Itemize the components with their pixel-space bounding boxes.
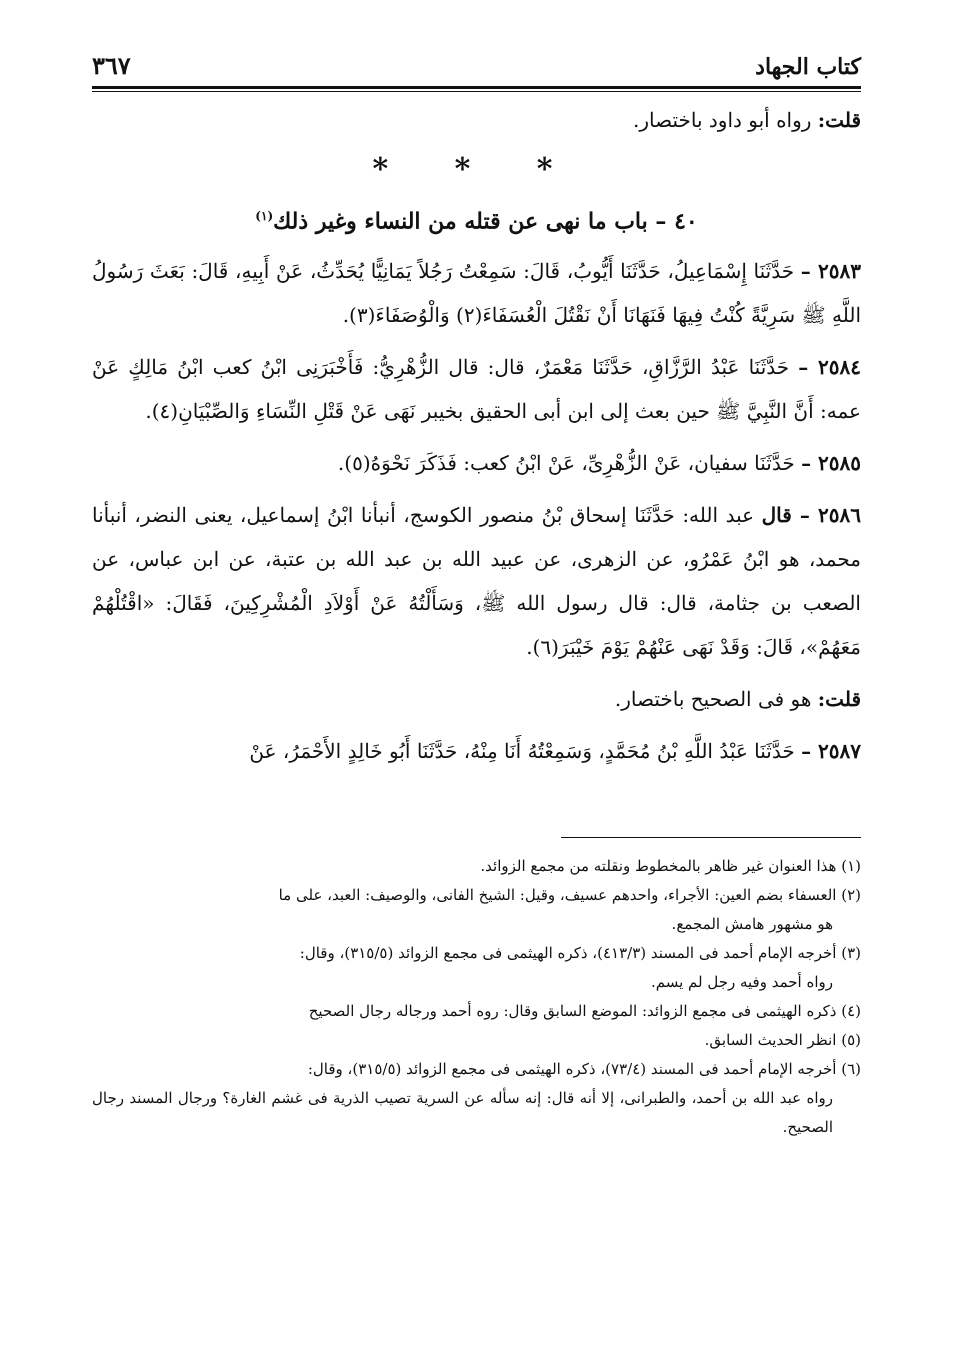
- header-rule-thin: [92, 91, 861, 92]
- hadith-number: ٢٥٨٦ – قال: [761, 503, 861, 528]
- hadith-number: ٢٥٨٣ –: [800, 259, 861, 284]
- footnote-continuation: هو مشهور هامش المجمع.: [671, 915, 833, 934]
- footnote-line: (٤) ذكره الهيثمى فى مجمع الزوائد: الموضع السابق وقال: روه أحمد ورجاله رجال الصحيح: [308, 1002, 861, 1021]
- chapter-title: [92, 194, 861, 243]
- note-label: قلت:: [817, 108, 861, 132]
- note-text: هو فى الصحيح باختصار.: [614, 687, 818, 712]
- footnote-1: [92, 852, 861, 881]
- footnotes: [92, 852, 861, 1142]
- note-text: رواه أبو داود باختصار.: [633, 108, 818, 132]
- running-title: كتاب الجهاد: [755, 54, 861, 80]
- header-rule-thick: [92, 86, 861, 89]
- hadith-text: حَدَّثَنَا إِسْمَاعِيلُ، حَدَّثَنَا أَيُّوبُ، قَالَ: سَمِعْتُ رَجُلاً يَمَانِيًّا يُحَدِّثُ، عَنْ أَبِيهِ، قَالَ: بَعَثَ رَسُولُ اللَّهِ ﷺ سَرِيَّةً كُنْتُ فِيهَا فَنَهَانَا أَنْ نَقْتُلَ الْعُسَفَاءَ(٢) وَالْوُصَفَاءَ(٣).: [92, 259, 861, 328]
- page-header: [92, 38, 861, 80]
- note-label: قلت:: [817, 687, 861, 712]
- footnote-line: (٥) انظر الحديث السابق.: [704, 1031, 861, 1050]
- chapter-footnote-ref: (١): [255, 209, 274, 223]
- footnote-separator: [561, 837, 861, 838]
- hadith-text: حَدَّثَنَا عَبْدُ الرَّزَّاقِ، حَدَّثَنَا مَعْمَرٌ، قال: قال الزُّهْرِيُّ: فَأَخْبَرَنِى ابْنُ كعب ابْنُ مَالِكٍ عَنْ عمه: أَنَّ النَّبِيَّ ﷺ حين بعث إلى ابن أبى الحقيق بخيبر نَهَى عَنْ قَتْلِ النِّسَاءِ وَالصِّبْيَانِ(٤).: [92, 355, 861, 424]
- main-text: [92, 98, 861, 773]
- intro-note: [92, 98, 861, 142]
- footnote-2: [92, 881, 861, 939]
- footnote-continuation: رواه أحمد وفيه رجل لم يسم.: [650, 973, 833, 992]
- footnote-5: [92, 1026, 861, 1055]
- footnote-continuation: رواه عبد الله بن أحمد، والطبرانى، إلا أنه قال: إنه سأله عن السرية تصيب الذرية فى غشم الغارة؟ ورجال المسند رجال الصحيح.: [92, 1089, 833, 1137]
- footnote-6: [92, 1055, 861, 1142]
- footnote-line: (٦) أخرجه الإمام أحمد فى المسند (٧٣/٤)، ذكره الهيثمى فى مجمع الزوائد (٣١٥/٥)، وقال:: [307, 1060, 861, 1079]
- footnote-line: (٣) أخرجه الإمام أحمد فى المسند (٤١٣/٣)، ذكره الهيثمى فى مجمع الزوائد (٣١٥/٥)، وقال:: [299, 944, 861, 963]
- hadith-text: حَدَّثَنَا سفيان، عَنْ الزُّهْرِىِّ، عَنْ ابْنُ كعب: فَذَكَرَ نَحْوَهُ(٥).: [337, 451, 802, 476]
- hadith-2585: [92, 441, 861, 485]
- footnote-3: [92, 939, 861, 997]
- chapter-title-text: ٤٠ – باب ما نهى عن قتله من النساء وغير ذلك: [273, 208, 698, 235]
- hadith-2584: [92, 345, 861, 433]
- hadith-2587: [92, 729, 861, 773]
- hadith-text: حَدَّثَنَا عَبْدُ اللَّهِ بْنُ مُحَمَّدٍ، وَسَمِعْتُهُ أَنَا مِنْهُ، حَدَّثَنَا أَبُو خَالِدٍ الأَحْمَرُ، عَنْ: [249, 739, 802, 764]
- hadith-number: ٢٥٨٧ –: [801, 739, 861, 764]
- hadith-number: ٢٥٨٤ –: [798, 355, 861, 380]
- page-number: ٣٦٧: [92, 51, 131, 80]
- mid-note: [92, 677, 861, 721]
- hadith-text: عبد الله: حَدَّثَنَا إسحاق بْنُ منصور الكوسج، أنبأنا ابْنُ إسماعيل، يعنى النضر، أنبأنا محمد، هو ابْنُ عَمْرُو، عن الزهرى، عن عبيد الله بن عبد الله بن عتبة، عن ابن عباس، عن الصعب بن جثامة، قال: قال رسول الله ﷺ، وَسَأَلْتُهُ عَنْ أَوْلاَدِ الْمُشْرِكِينَ، فَقَالَ: «اقْتُلْهُمْ مَعَهُمْ»، قَالَ: وَقَدْ نَهَى عَنْهُمْ يَوْمَ خَيْبَرَ(٦).: [92, 503, 861, 660]
- hadith-2586: [92, 493, 861, 669]
- footnote-4: [92, 997, 861, 1026]
- footnote-line: (١) هذا العنوان غير ظاهر بالمخطوط ونقلته من مجمع الزوائد.: [480, 857, 861, 876]
- hadith-number: ٢٥٨٥ –: [801, 451, 861, 476]
- hadith-2583: [92, 249, 861, 337]
- section-separator-stars: * * *: [372, 152, 581, 187]
- footnote-line: (٢) العسفاء بضم العين: الأجراء، واحدهم عسيف، وقيل: الشيخ الفانى، والوصيف: العبد، على ما: [278, 886, 861, 905]
